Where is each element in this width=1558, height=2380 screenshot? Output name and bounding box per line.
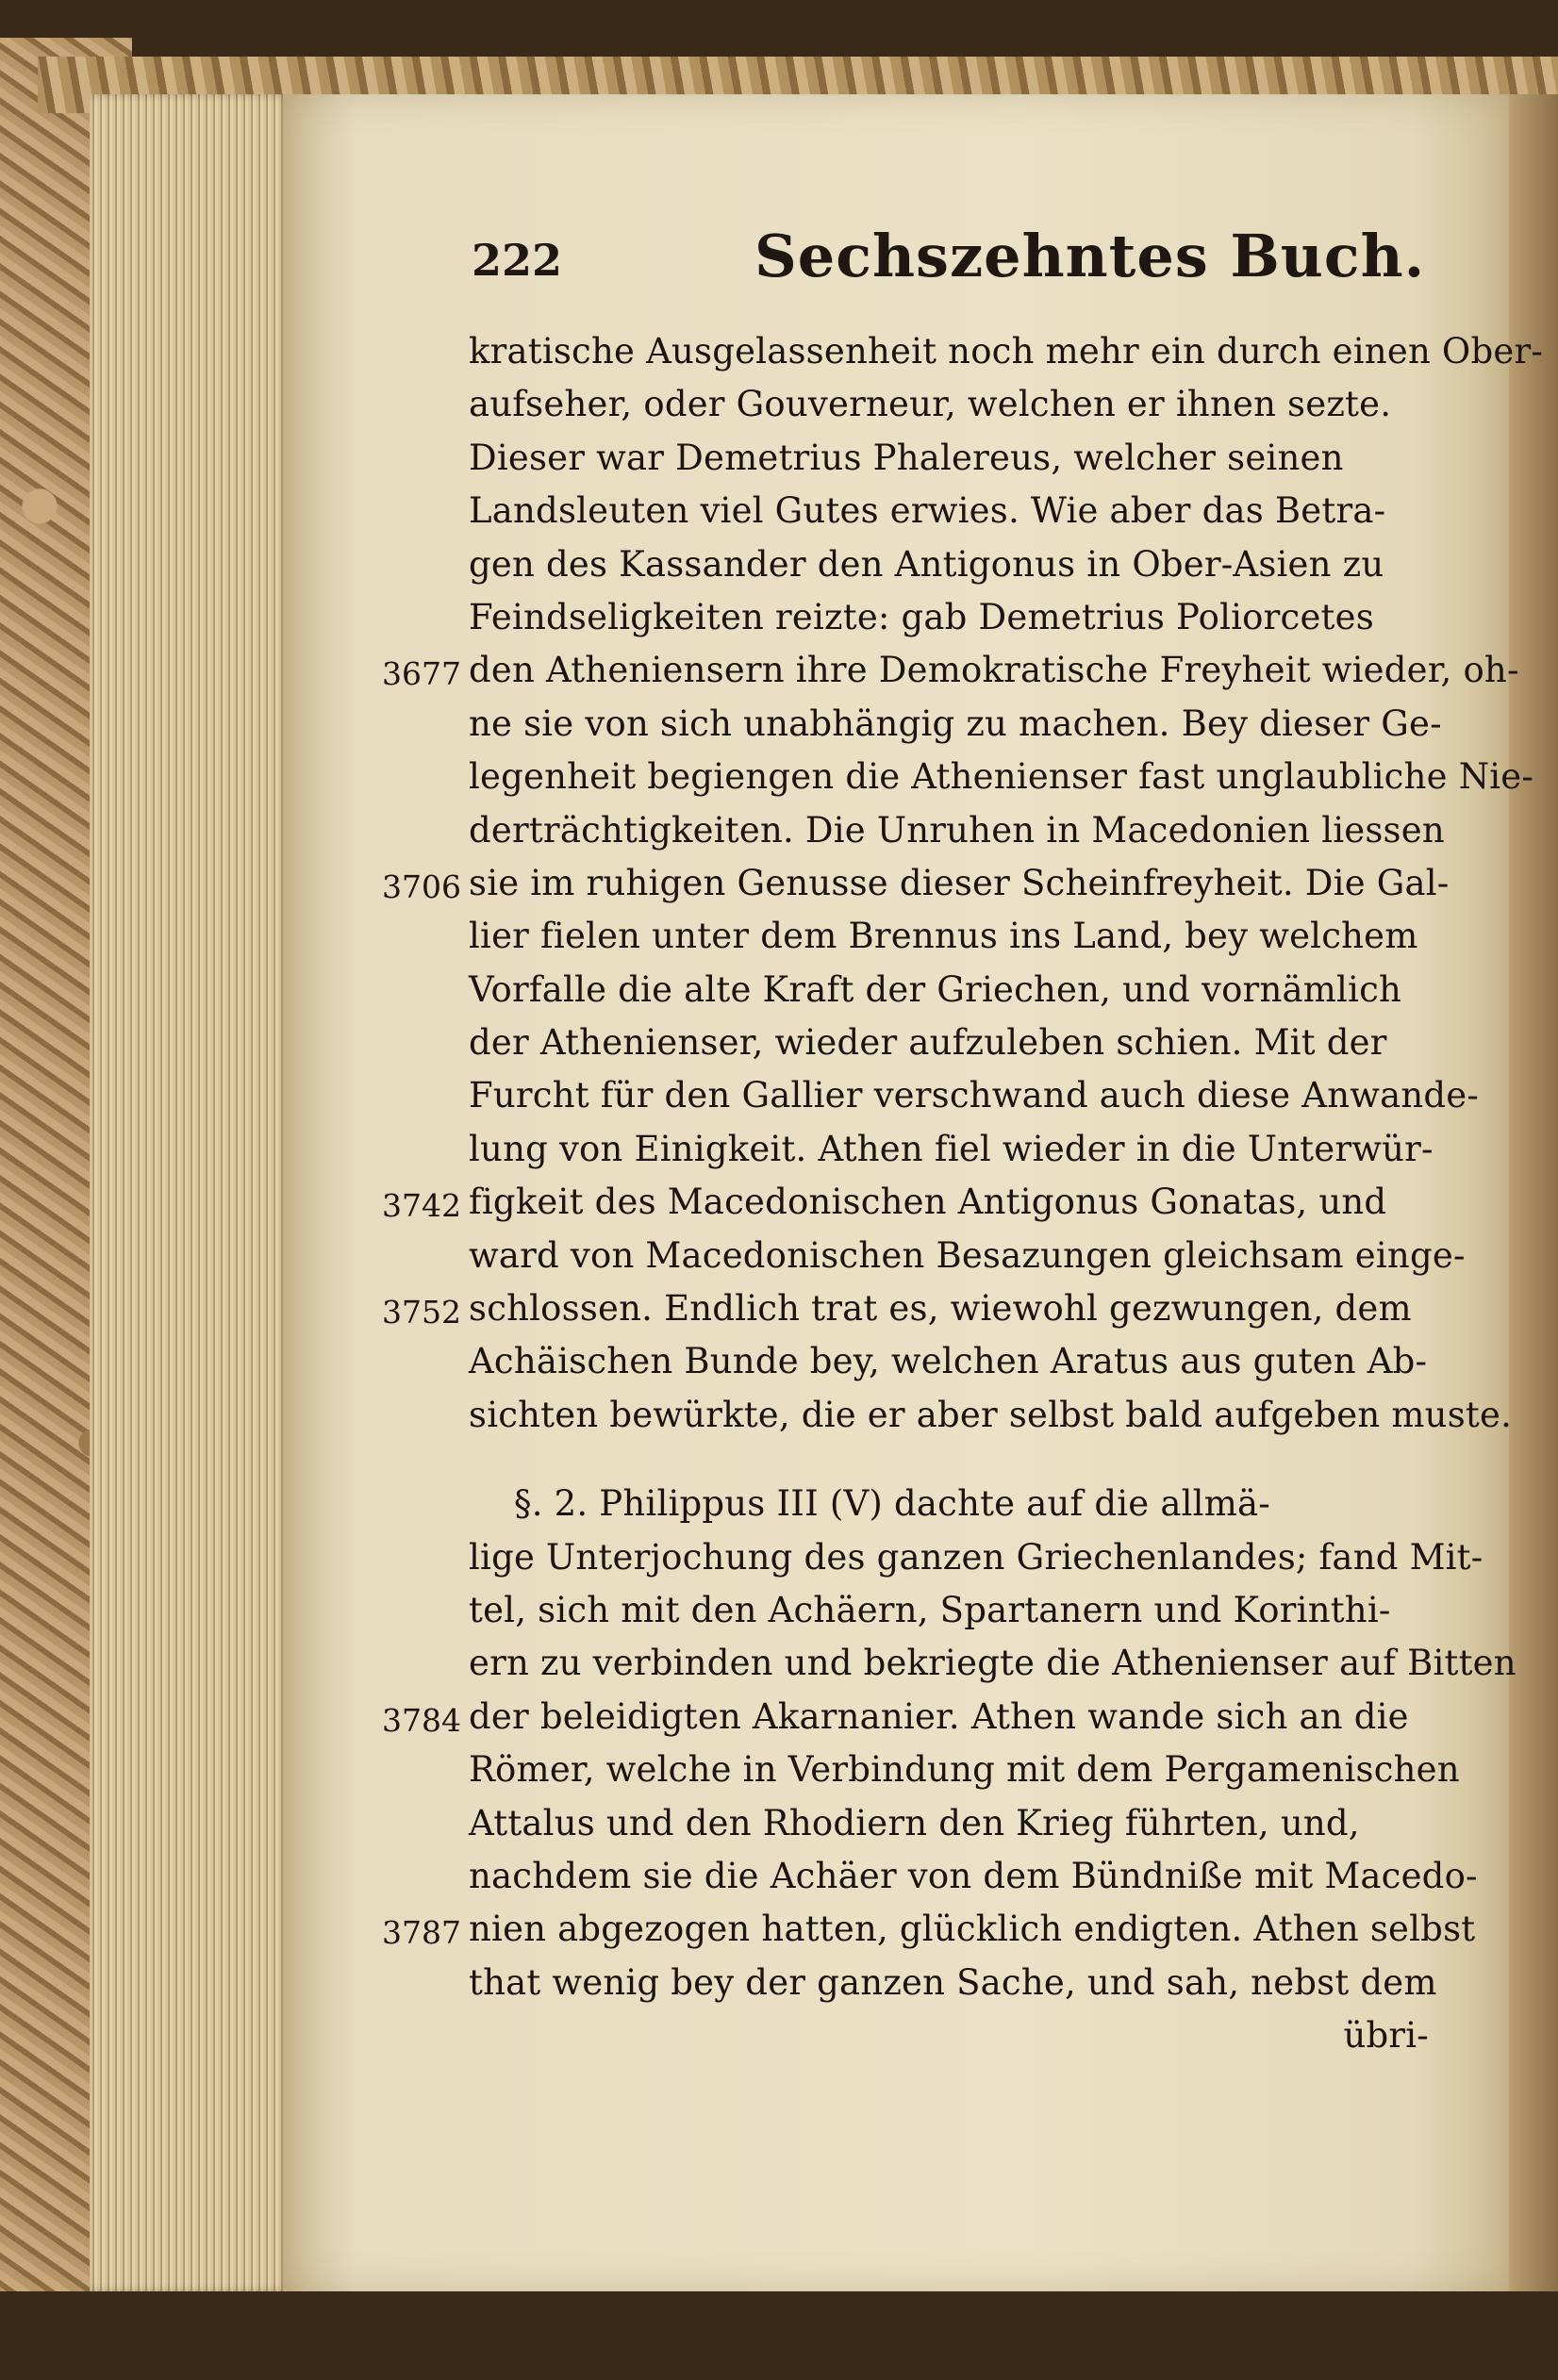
text-line xyxy=(382,2009,1514,2062)
line-text: derträchtigkeiten. Die Unruhen in Macedonien liessen xyxy=(469,809,1445,851)
line-text: nachdem sie die Achäer von dem Bündniße mit Macedo- xyxy=(469,1855,1478,1896)
page-number: 222 xyxy=(472,235,563,286)
line-text: lung von Einigkeit. Athen fiel wieder in die Unterwür- xyxy=(469,1128,1434,1169)
paragraph-1 xyxy=(382,325,1544,1442)
line-text: Attalus und den Rhodiern den Krieg führten, und, xyxy=(469,1802,1360,1843)
paragraph-gap xyxy=(382,1442,1514,1478)
text-line xyxy=(382,910,1514,963)
line-text: Vorfalle die alte Kraft der Griechen, und vornämlich xyxy=(469,968,1402,1010)
line-text: figkeit des Macedonischen Antigonus Gonatas, und xyxy=(469,1182,1387,1223)
facing-page-edge xyxy=(1509,94,1558,2291)
line-text: nien abgezogen hatten, glücklich endigten. Athen selbst xyxy=(469,1909,1476,1950)
text-line xyxy=(382,1744,1514,1796)
background-bottom xyxy=(0,2291,1558,2380)
text-line xyxy=(382,1531,1514,1584)
text-line xyxy=(382,1957,1514,2009)
line-text: sie im ruhigen Genusse dieser Scheinfreyheit. Die Gal- xyxy=(469,862,1450,903)
line-text: lige Unterjochung des ganzen Griechenlandes; fand Mit- xyxy=(469,1536,1483,1578)
line-text: ern zu verbinden und bekriegte die Athenienser auf Bitten xyxy=(469,1643,1517,1684)
line-text: Landsleuten viel Gutes erwies. Wie aber das Betra- xyxy=(469,490,1386,532)
text-line xyxy=(382,325,1544,378)
line-text: Furcht für den Gallier verschwand auch diese Anwande- xyxy=(469,1075,1480,1116)
text-line xyxy=(382,1335,1514,1388)
margin-year: 3752 xyxy=(382,1294,461,1331)
text-line xyxy=(382,857,1514,910)
line-text: aufseher, oder Gouverneur, welchen er ihnen sezte. xyxy=(469,384,1392,425)
text-line xyxy=(382,1389,1514,1442)
text-line xyxy=(382,804,1514,857)
margin-year: 3787 xyxy=(382,1914,461,1952)
margin-year: 3677 xyxy=(382,655,461,693)
text-line xyxy=(382,378,1514,431)
line-text: der beleidigten Akarnanier. Athen wande sich an die xyxy=(469,1695,1409,1737)
line-text: schlossen. Endlich trat es, wiewohl gezwungen, dem xyxy=(469,1288,1412,1330)
margin-year: 3742 xyxy=(382,1187,461,1225)
text-line xyxy=(382,1123,1514,1176)
margin-year: 3784 xyxy=(382,1701,461,1739)
line-text: that wenig bey der ganzen Sache, und sah, nebst dem xyxy=(469,1961,1437,2003)
text-line xyxy=(382,644,1519,697)
text-line xyxy=(382,1584,1514,1637)
line-text: §. 2. Philippus III (V) dachte auf die allmä- xyxy=(514,1483,1270,1525)
paragraph-2 xyxy=(382,1478,1517,2062)
line-text: Dieser war Demetrius Phalereus, welcher seinen xyxy=(469,437,1344,478)
line-text: kratische Ausgelassenheit noch mehr ein durch einen Ober- xyxy=(469,331,1544,372)
text-line xyxy=(382,1637,1517,1690)
line-text: legenheit begiengen die Athenienser fast unglaubliche Nie- xyxy=(469,756,1534,798)
text-line xyxy=(382,1797,1514,1850)
text-line xyxy=(382,751,1534,803)
text-line xyxy=(382,1016,1514,1069)
line-text: ne sie von sich unabhängig zu machen. Bey dieser Ge- xyxy=(469,702,1442,744)
text-line xyxy=(382,1069,1514,1122)
text-line xyxy=(382,1850,1514,1903)
text-line xyxy=(382,591,1514,644)
line-text: der Athenienser, wieder aufzuleben schien. Mit der xyxy=(469,1022,1387,1064)
text-line xyxy=(382,964,1514,1016)
text-line xyxy=(382,485,1514,537)
text-line xyxy=(382,432,1514,485)
line-text: Feindseligkeiten reizte: gab Demetrius Poliorcetes xyxy=(469,596,1374,637)
text-line xyxy=(382,698,1514,751)
line-text: gen des Kassander den Antigonus in Ober-Asien zu xyxy=(469,543,1384,585)
text-line xyxy=(382,538,1514,591)
line-text: den Atheniensern ihre Demokratische Freyheit wieder, oh- xyxy=(469,650,1519,691)
text-line xyxy=(382,1282,1514,1335)
line-text: Römer, welche in Verbindung mit dem Pergamenischen xyxy=(469,1749,1460,1791)
text-line xyxy=(382,1230,1514,1282)
margin-year: 3706 xyxy=(382,868,461,905)
text-line xyxy=(382,1691,1514,1744)
text-line xyxy=(382,1176,1514,1229)
line-text: tel, sich mit den Achäern, Spartanern und Korinthi- xyxy=(469,1589,1391,1630)
line-text: ward von Macedonischen Besazungen gleichsam einge- xyxy=(469,1234,1466,1276)
body-text xyxy=(382,325,1544,2063)
line-text: Achäischen Bunde bey, welchen Aratus aus guten Ab- xyxy=(469,1341,1428,1382)
text-line xyxy=(382,1903,1514,1956)
page-edges xyxy=(90,94,292,2291)
page-header xyxy=(472,222,1509,297)
text-line xyxy=(382,1478,1514,1530)
line-text: sichten bewürkte, die er aber selbst bald aufgeben muste. xyxy=(469,1394,1513,1435)
running-head: Sechszehntes Buch. xyxy=(754,222,1426,290)
line-text: lier fielen unter dem Brennus ins Land, bey welchem xyxy=(469,916,1418,957)
line-text: übri- xyxy=(1343,2015,1429,2057)
